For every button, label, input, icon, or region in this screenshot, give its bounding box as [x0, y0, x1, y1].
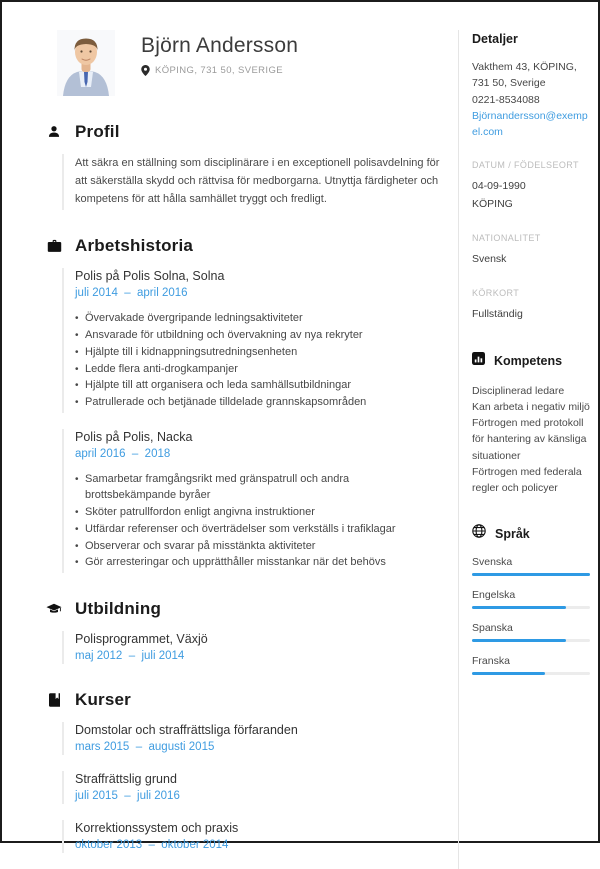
section-title-courses: Kurser [75, 690, 132, 710]
language-name: Franska [472, 655, 510, 668]
language-level-bar [472, 639, 590, 642]
course-entry [62, 722, 440, 755]
language-row [472, 589, 590, 609]
bar-chart-icon [472, 352, 485, 370]
section-title-work: Arbetshistoria [75, 236, 194, 256]
birth-place: KÖPING [472, 197, 513, 210]
section-heading-courses [46, 690, 440, 710]
birth-date: 04-09-1990 [472, 180, 526, 193]
course-entry [62, 771, 440, 804]
nationality-label: NATIONALITET [472, 232, 541, 243]
job-title: Polis på Polis, Nacka [75, 429, 193, 444]
bullet-item: • Samarbetar framgångsrikt med gränspatrull och andra brottsbekämpande byråer [75, 471, 440, 504]
skill-item: Förtrogen med protokoll för hantering av känsliga situationer [472, 417, 587, 462]
skill-item: Kan arbeta i negativ miljö [472, 400, 590, 413]
section-heading-education [46, 599, 440, 619]
profile-photo [57, 30, 115, 96]
work-entry [62, 429, 440, 573]
job-dates: april 2016 – 2018 [75, 447, 171, 460]
language-name: Engelska [472, 589, 516, 602]
language-name: Svenska [472, 556, 513, 569]
language-name: Spanska [472, 622, 513, 635]
course-dates: juli 2015 – juli 2016 [75, 790, 180, 803]
bullet-item: • Sköter patrullfordon enligt angivna instruktioner [75, 504, 440, 521]
job-bullets [75, 310, 440, 410]
bullet-item: • Övervakade övergripande ledningsaktiviteter [75, 310, 440, 327]
portrait-illustration [57, 30, 115, 96]
language-row [472, 655, 590, 675]
course-dates: oktober 2013 – oktober 2014 [75, 839, 229, 852]
language-level-bar [472, 573, 590, 576]
birth-label: DATUM / FÖDELSEORT [472, 160, 579, 171]
nationality-value: Svensk [472, 252, 507, 265]
header [42, 30, 440, 96]
skill-item: Disciplinerad ledare [472, 384, 565, 397]
location-pin-icon [141, 65, 150, 76]
education-name: Polisprogrammet, Växjö [75, 632, 208, 647]
course-name: Korrektionssystem och praxis [75, 821, 239, 836]
section-heading-work [46, 236, 440, 256]
course-dates: mars 2015 – augusti 2015 [75, 741, 215, 754]
language-level-bar [472, 606, 590, 609]
phone-number: 0221-8534088 [472, 93, 540, 106]
education-entry [62, 631, 440, 664]
bullet-item: • Hjälpte till att organisera och leda samhällsutbildningar [75, 377, 440, 394]
license-label: KÖRKORT [472, 288, 520, 299]
work-entry [62, 268, 440, 412]
course-entry [62, 820, 440, 853]
course-name: Domstolar och straffrättsliga förfaranden [75, 723, 298, 738]
bullet-item: • Hjälpte till i kidnappningsutredningsenheten [75, 344, 440, 361]
education-dates: maj 2012 – juli 2014 [75, 650, 185, 663]
bullet-item: • Patrullerade och betjänade tilldelade grannskapsområden [75, 394, 440, 411]
details-title: Detaljer [472, 32, 518, 46]
book-icon [46, 693, 62, 707]
email-link[interactable]: Björnandersson@exempel.com [472, 109, 588, 138]
bullet-item: • Observerar och svarar på misstänkta aktiviteter [75, 538, 440, 555]
language-level-bar [472, 672, 590, 675]
language-row [472, 622, 590, 642]
job-dates: juli 2014 – april 2016 [75, 287, 188, 300]
section-title-profile: Profil [75, 122, 120, 141]
bullet-item: • Ledde flera anti-drogkampanjer [75, 361, 440, 378]
candidate-location: KÖPING, 731 50, SVERIGE [155, 65, 284, 76]
graduation-cap-icon [46, 603, 62, 616]
section-title-education: Utbildning [75, 599, 162, 619]
languages-title: Språk [495, 526, 530, 541]
job-title: Polis på Polis Solna, Solna [75, 269, 225, 284]
bullet-item: • Gör arresteringar och upprätthåller misstankar när det behövs [75, 554, 440, 571]
profile-text: Att säkra en ställning som disciplinärare i en exceptionell polisavdelning för att säkerställa skydd och rättvisa för medborgarna. Utnyttja färdigheter och kompetens för att hålla samhället tryggt och fredligt. [75, 157, 440, 205]
skills-heading [472, 352, 590, 370]
course-name: Straffrättslig grund [75, 772, 177, 787]
section-heading-profile [46, 122, 440, 142]
skills-title: Kompetens [494, 353, 563, 368]
candidate-name: Björn Andersson [141, 34, 299, 57]
globe-icon [472, 524, 486, 543]
person-icon [46, 125, 62, 139]
language-row [472, 556, 590, 576]
bullet-item: • Utfärdar referenser och överträdelser som verkställs i trafiklagar [75, 521, 440, 538]
job-bullets [75, 471, 440, 571]
briefcase-icon [46, 239, 62, 253]
address-line-2: 731 50, Sverige [472, 77, 546, 90]
skill-item: Förtrogen med federala regler och policyer [472, 465, 582, 495]
languages-heading [472, 524, 590, 543]
main-column [42, 30, 440, 869]
sidebar [458, 30, 590, 869]
address-line-1: Vakthem 43, KÖPING, [472, 61, 577, 73]
license-value: Fullständig [472, 308, 523, 321]
profile-body [62, 154, 440, 210]
bullet-item: • Ansvarade för utbildning och övervakning av nya rekryter [75, 327, 440, 344]
